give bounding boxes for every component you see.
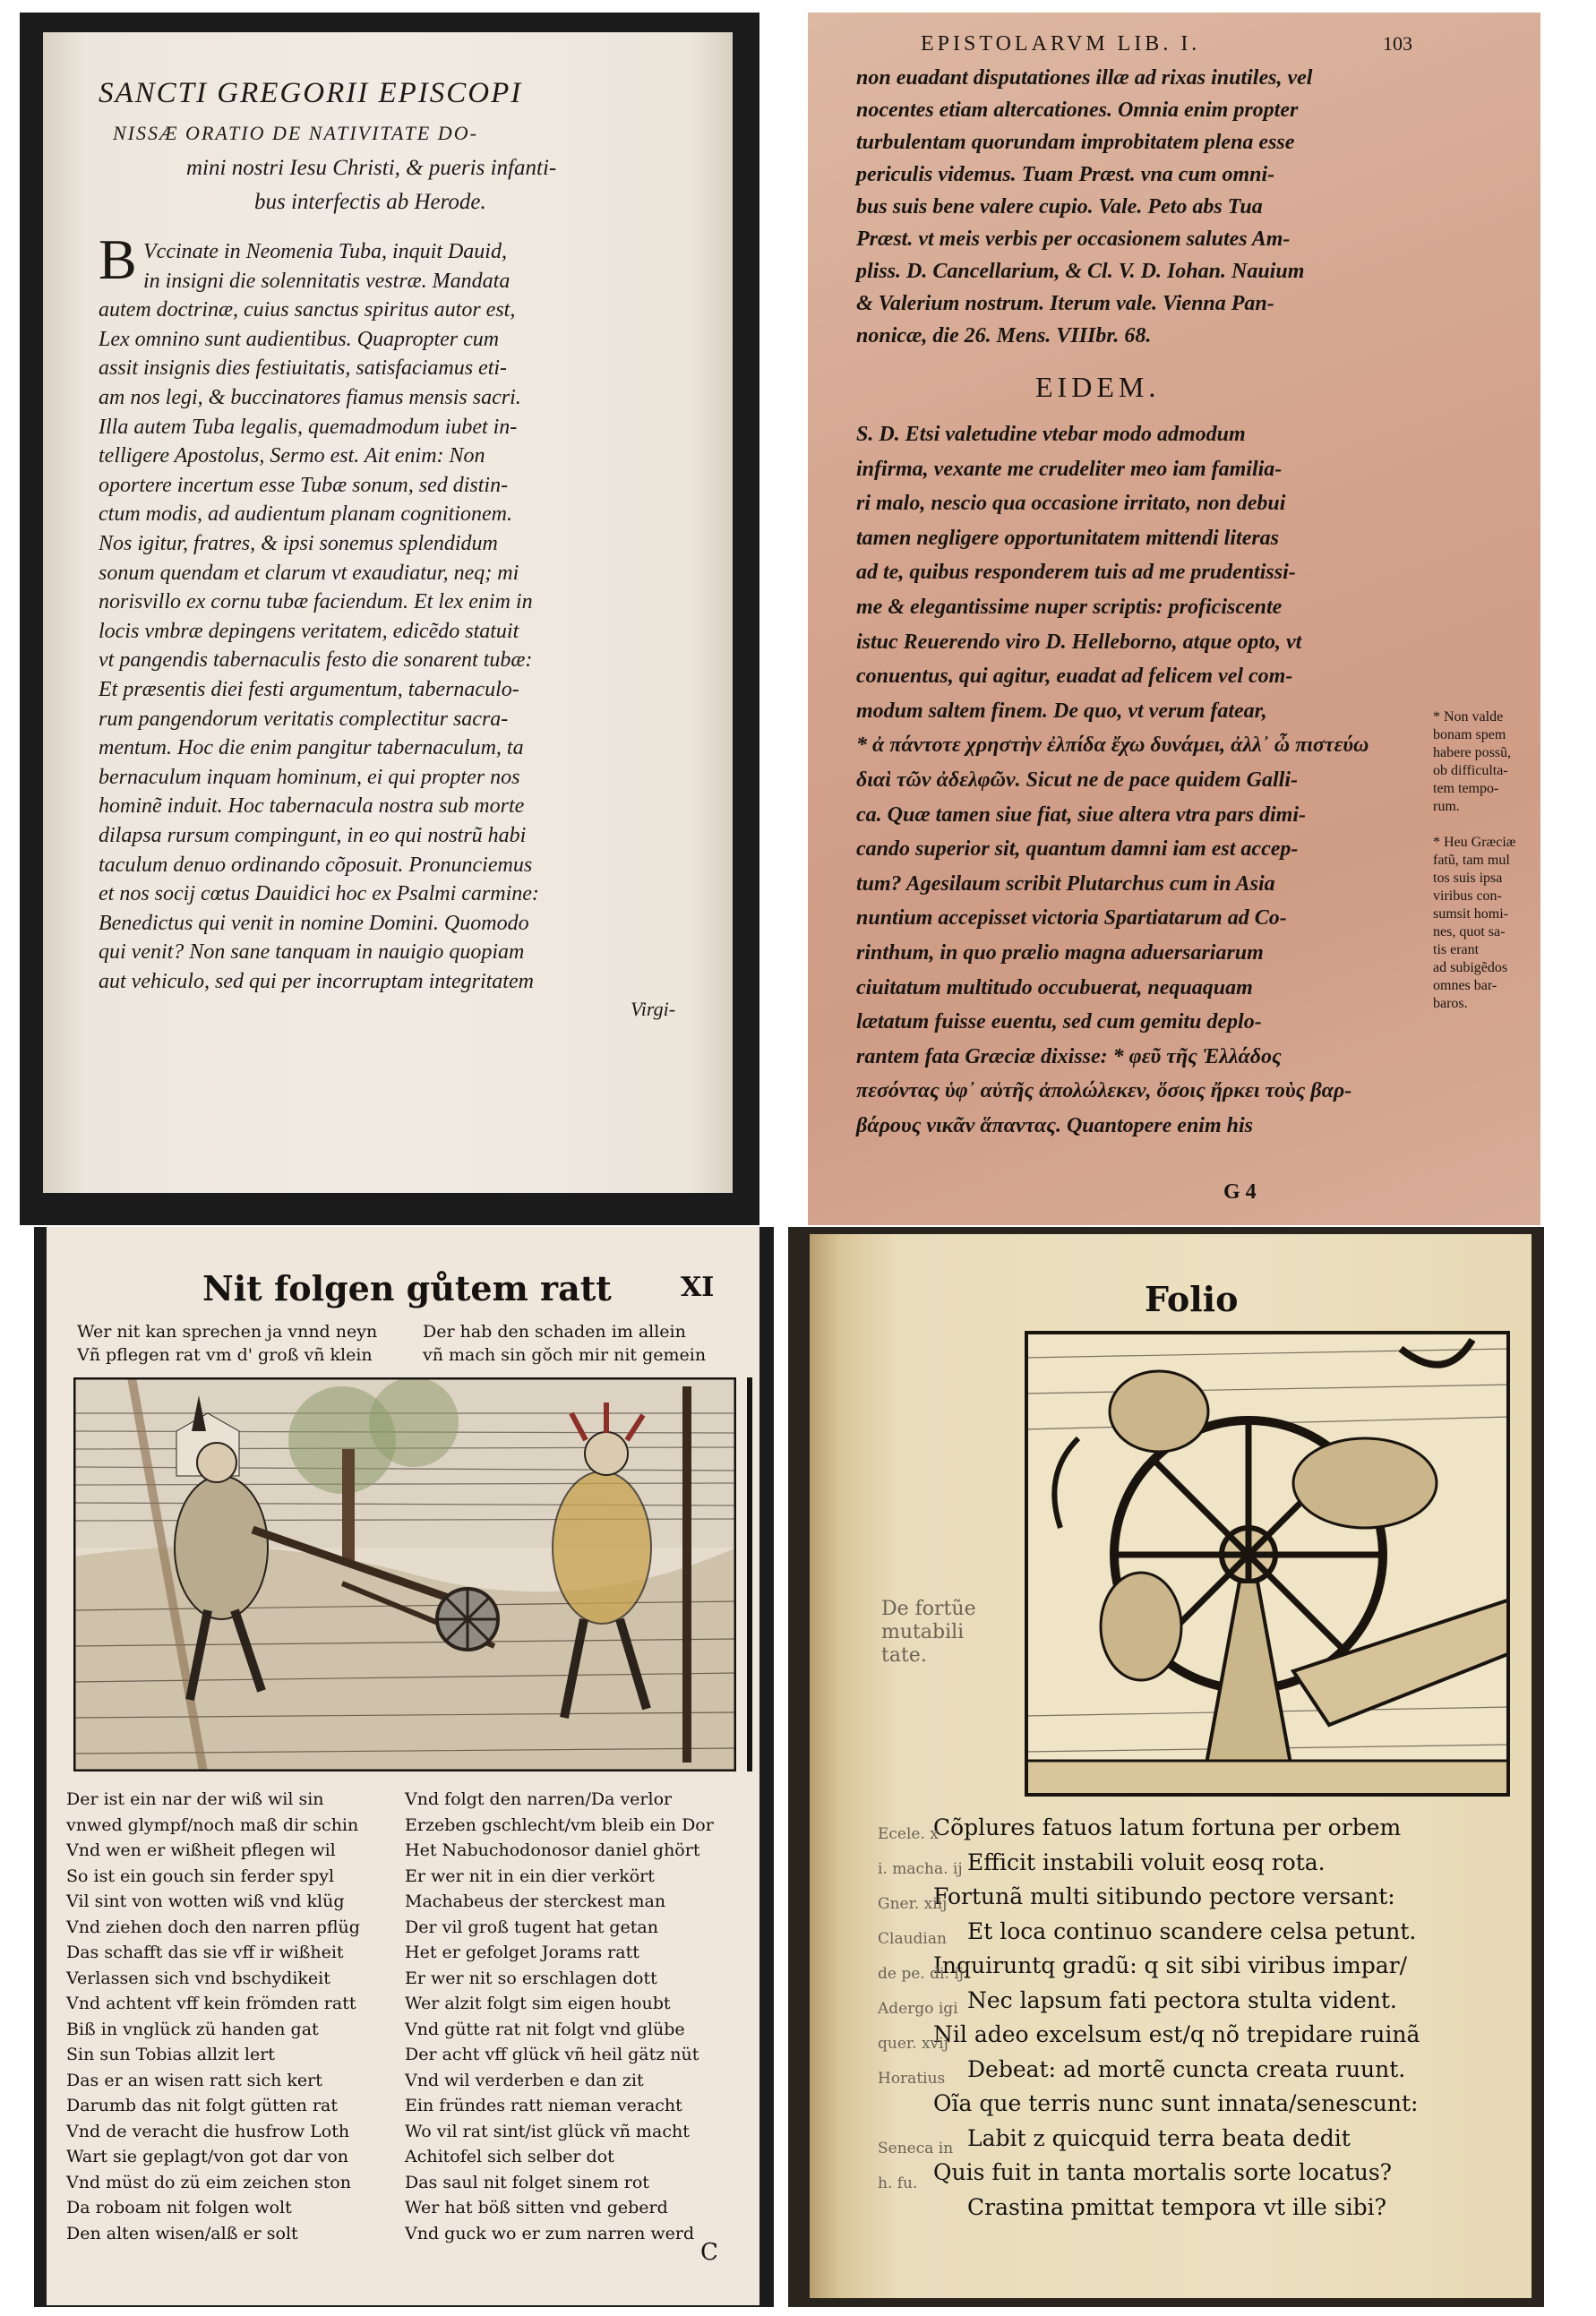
chapter-number: XI [681,1272,715,1303]
body-line: pliss. D. Cancellarium, & Cl. V. D. Iohan. Nauium [856,260,1305,283]
verse-line: Nec lapsum fati pectora stulta vident. [967,1986,1397,2013]
body-line: conuentus, qui agitur, euadat ad felicem vel com- [856,665,1293,689]
body-line: me & elegantissime nuper scriptis: proficiscente [856,596,1283,619]
body-line: dilapsa rursum compingunt, in eo qui nostrũ habi [99,824,527,847]
margin-line: quer. xvij [878,2035,948,2053]
verse-line: Vnd wil verderben e dan zit [405,2070,644,2090]
verse-line: Labit z quicquid terra beata dedit [967,2124,1351,2151]
verse-line: Das er an wisen ratt sich kert [66,2070,322,2090]
verse-line: Vnd folgt den narren/Da verlor [405,1789,673,1809]
body-line: periculis videmus. Tuam Præst. vna cum omni- [856,163,1275,186]
verse-line: Wer hat böß sitten vnd geberd [405,2198,668,2217]
verse-line: Den alten wisen/alß er solt [66,2223,298,2243]
verse-line: Er wer nit in ein dier verkört [405,1866,655,1886]
margin-line: mutabili [881,1621,965,1643]
verse-line: Vil sint von wotten wiß vnd klüg [66,1891,345,1911]
running-header: EPISTOLARVM LIB. I. [921,32,1201,56]
body-line: ri malo, nescio qua occasione irritato, non debui [856,492,1286,516]
side-note-line: viribus con- [1433,888,1502,904]
body-line: rinthum, in quo prælio magna aduersariarum [856,941,1264,965]
side-note-line: ad subigẽdos [1433,960,1508,975]
body-line: telligere Apostolus, Sermo est. Ait enim: Non [99,444,485,468]
body-line: bernaculum inquam hominum, ei qui propter nos [99,765,520,789]
verse-line: Wo vil rat sint/ist glück vñ macht [405,2121,690,2141]
margin-line: Gner. xiij [878,1895,948,1913]
body-line: Lex omnino sunt audientibus. Quapropter cum [99,327,500,351]
verse-line: Nil adeo excelsum est/q nõ trepidare ruinã [933,2021,1420,2047]
verse-line: Vnd müst do zü eim zeichen ston [66,2172,351,2192]
body-line: locis vmbræ depingens veritatem, edicẽdo statuit [99,619,519,643]
side-note-line: tis erant [1433,942,1480,957]
verse-line: Er wer nit so erschlagen dott [405,1968,657,1988]
side-note-line: baros. [1433,996,1468,1011]
verse-line: Et loca continuo scandere celsa petunt. [967,1917,1417,1944]
verse-line: Ein fründes ratt nieman veracht [405,2096,682,2115]
body-line: qui venit? Non sane tanquam in nauigio quopiam [99,940,525,965]
body-line: vt pangendis tabernaculis festo die sonarent tubæ: [99,648,533,673]
verse-line: Das schafft das sie vff ir wißheit [66,1943,344,1962]
verse-line: Der vil groß tugent hat getan [405,1917,658,1937]
verse-line: Da roboam nit folgen wolt [66,2198,292,2217]
margin-line: tate. [881,1644,927,1667]
side-note-line: tos suis ipsa [1433,871,1503,886]
verse-line: Der ist ein nar der wiß wil sin [66,1789,324,1809]
verse-line: Der acht vff glück vñ heil gätz nüt [405,2045,699,2064]
verse-line: Oĩa que terris nunc sunt innata/senescunt: [933,2090,1419,2116]
verse-line: So ist ein gouch sin ferder spyl [66,1866,335,1886]
body-line: tamen negligere opportunitatem mittendi literas [856,526,1280,550]
body-line: et nos socij cœtus Dauidici hoc ex Psalmi carmine: [99,882,539,906]
verse-line: Fortunã multi sitibundo pectore versant: [933,1883,1395,1909]
body-line: istuc Reuerendo viro D. Helleborno, atque opto, vt [856,630,1302,654]
woodcut-fool-plough [73,1377,736,1771]
body-line: nonicæ, die 26. Mens. VIIIbr. 68. [856,324,1152,347]
verse-line: Het Nabuchodonosor daniel ghört [405,1840,700,1860]
scan-panel-2 [808,13,1540,1225]
body-line: assit insignis dies festiuitatis, satisfaciamus eti- [99,356,508,381]
body-line: autem doctrinæ, cuius sanctus spiritus autor est, [99,298,516,322]
body-line: διαὶ τῶν ἀδελφῶν. Sicut ne de pace quidem Galli- [856,768,1298,792]
body-line: sonum quendam et clarum vt exaudiatur, neq; mi [99,561,519,585]
side-note-line: bonam spem [1433,727,1506,742]
verse-line: vnwed glympf/noch maß dir schin [66,1814,359,1835]
verse-line: Debeat: ad mortẽ cuncta creata ruunt. [967,2055,1406,2082]
side-note-line: nes, quot sa- [1433,924,1506,939]
body-line: nocentes etiam altercationes. Omnia enim propter [856,99,1299,122]
page-gregorii [43,32,733,1193]
verse-line: Vnd guck wo er zum narren werd [405,2223,695,2243]
verse-line: Wart sie geplagt/von got dar von [66,2147,348,2166]
body-line: non euadant disputationes illæ ad rixas inutiles, vel [856,66,1313,90]
body-line: aut vehiculo, sed qui per incorruptam integritatem [99,970,534,993]
body-line: infirma, vexante me crudeliter meo iam familia- [856,457,1283,481]
verse-line: Efficit instabili voluit eosq rota. [967,1849,1326,1875]
folio-header: Folio [1145,1279,1239,1319]
side-note-line: tem tempo- [1433,781,1499,796]
side-note-line: rum. [1433,799,1460,814]
page-fortune [810,1234,1532,2298]
signature-mark: G 4 [1223,1180,1257,1204]
body-line: ciuitatum multitudo occubuerat, nequaquam [856,975,1253,999]
verse-line: Wer alzit folgt sim eigen houbt [405,1994,671,2013]
page-epistolarum [808,13,1540,1225]
page-narrenschiff [47,1227,759,2305]
side-note-line: sumsit homi- [1433,906,1509,922]
verse-line: Achitofel sich selber dot [405,2147,614,2166]
scan-panel-1 [20,13,759,1225]
verse-line: Verlassen sich vnd bschydikeit [66,1968,330,1988]
body-line: * ἀ πάντοτε χρηστὴν ἐλπίδα ἔχω δυνάμει, ἀλλ᾽ ὦ πιστεύω [856,733,1369,758]
verse-line: Biß in vnglück zü handen gat [66,2019,319,2039]
verse-line: Sin sun Tobias allzit lert [66,2045,275,2064]
verse-line: Cõplures fatuos latum fortuna per orbem [933,1814,1402,1840]
side-note-line: ob difficulta- [1433,763,1508,778]
side-note-line: fatũ, tam mul [1433,853,1510,868]
motto-left-2: Vñ pflegen rat vm d' groß vñ klein [77,1345,373,1365]
body-line: ctum modis, ad audientum planam cognitionem. [99,502,512,527]
woodcut-border-right [747,1377,752,1771]
verse-line: Vnd wen er wißheit pflegen wil [66,1840,336,1860]
body-line: in insigni die solennitatis vestræ. Mandata [143,269,511,293]
margin-line: Adergo igi [878,2000,958,2018]
margin-line: Ecele. x [878,1825,939,1843]
motto-right-1: Der hab den schaden im allein [423,1322,686,1342]
verse-line: Crastina pmittat tempora vt ille sibi? [967,2193,1386,2220]
scan-panel-4 [788,1227,1544,2307]
body-line: βάρους νικᾶν ἅπαντας. Quantopere enim his [856,1114,1253,1137]
title-line-1: SANCTI GREGORII EPISCOPI [99,77,523,109]
verse-line: Das saul nit folget sinem rot [405,2172,649,2192]
body-line: taculum denuo ordinando cõposuit. Pronunciemus [99,853,533,877]
margin-line: Seneca in [878,2140,954,2157]
body-line: nuntium accepisset victoria Spartiatarum ad Co- [856,906,1287,931]
body-line: cando superior sit, quantum damni iam est accep- [856,837,1299,862]
body-line: Illa autem Tuba legalis, quemadmodum iubet in- [99,415,518,439]
verse-line: Erzeben gschlecht/vm bleib ein Dor [405,1814,714,1835]
body-line: S. D. Etsi valetudine vtebar modo admodum [856,423,1246,446]
verse-line: Quis fuit in tanta mortalis sorte locatus? [933,2159,1393,2185]
body-line: norisvillo ex cornu tubæ faciendum. Et lex enim in [99,590,533,614]
body-line: turbulentam quorundam improbitatem plena esse [856,131,1295,154]
section-title: EIDEM. [1035,371,1161,403]
side-note-line: omnes bar- [1433,978,1497,993]
side-note-line: habere possũ, [1433,745,1512,760]
catchword: Virgi- [631,998,676,1020]
verse-line: Het er gefolget Jorams ratt [405,1943,639,1962]
chapter-title: Nit folgen gůtem ratt [202,1268,612,1308]
body-line: Et præsentis diei festi argumentum, tabernaculo- [99,678,519,701]
body-line: πεσόντας ὑφ᾽ αὑτῆς ἀπολώλεκεν, ὅσοις ἤρκει τοὺς βαρ- [856,1079,1352,1103]
catchword: C [700,2239,718,2266]
body-line: Præst. vt meis verbis per occasionem salutes Am- [856,227,1291,251]
motto-right-2: vñ mach sin gŏch mir nit gemein [423,1345,707,1365]
scan-panel-3 [34,1227,774,2307]
side-note-line: * Non valde [1433,709,1504,725]
body-line: bus suis bene valere cupio. Vale. Peto abs Tua [856,195,1263,219]
margin-line: De fortũe [881,1598,976,1620]
margin-line: Horatius [878,2070,946,2088]
motto-left-1: Wer nit kan sprechen ja vnnd neyn [77,1322,378,1342]
margin-line: de pe. di. ij [878,1965,964,1983]
woodcut-wheel-of-fortune [1025,1331,1510,1797]
verse-line: Vnd achtent vff kein frömden ratt [66,1994,356,2013]
drop-cap: B [99,227,137,291]
body-line: Vccinate in Neomenia Tuba, inquit Dauid, [143,240,507,263]
body-line: ca. Quæ tamen siue fiat, siue altera vtra pars dimi- [856,802,1307,827]
body-line: hominẽ induit. Hoc tabernacula nostra sub morte [99,794,525,819]
side-note-line: * Heu Græciæ [1433,835,1516,850]
title-line-4: bus interfectis ab Herode. [254,190,486,214]
body-line: & Valerium nostrum. Iterum vale. Vienna Pan- [856,292,1274,315]
margin-line: i. macha. ij [878,1860,963,1878]
margin-line: h. fu. [878,2174,918,2192]
body-line: oportere incertum esse Tubæ sonum, sed distin- [99,473,509,497]
body-line: am nos legi, & buccinatores fiamus mensis sacri. [99,386,521,409]
verse-line: Darumb das nit folgt gütten rat [66,2096,338,2115]
body-line: modum saltem finem. De quo, vt verum fatear, [856,699,1267,723]
body-line: Benedictus qui venit in nomine Domini. Quomodo [99,911,529,935]
title-line-2: NISSÆ ORATIO DE NATIVITATE DO- [113,122,478,144]
body-line: tum? Agesilaum scribit Plutarchus cum in Asia [856,871,1275,896]
verse-line: Vnd gütte rat nit folgt vnd glübe [405,2019,685,2039]
body-line: Nos igitur, fratres, & ipsi sonemus splendidum [99,532,498,555]
verse-line: Vnd ziehen doch den narren pflüg [66,1917,360,1937]
body-line: lætatum fuisse euentu, sed cum gemitu deplo- [856,1010,1262,1034]
title-line-3: mini nostri Iesu Christi, & pueris infanti- [186,156,557,180]
margin-line: Claudian [878,1930,947,1948]
body-line: rantem fata Græciæ dixisse: * φεῦ τῆς Ἑλλάδος [856,1044,1282,1068]
body-line: ad te, quibus responderem tuis ad me prudentissi- [856,561,1296,585]
verse-line: Inquiruntq gradũ: q sit sibi viribus impar/ [933,1952,1408,1978]
page-number: 103 [1383,32,1412,55]
verse-line: Vnd de veracht die husfrow Loth [66,2121,350,2141]
verse-line: Machabeus der sterckest man [405,1891,666,1911]
body-line: mentum. Hoc die enim pangitur tabernaculum, ta [99,736,524,760]
body-line: rum pangendorum veritatis complectitur sacra- [99,707,509,731]
